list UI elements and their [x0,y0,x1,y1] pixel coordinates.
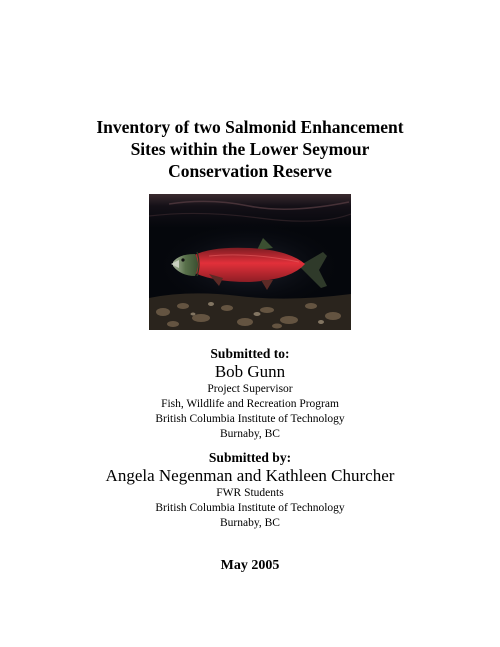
title-line-1: Inventory of two Salmonid Enhancement [96,117,404,137]
report-title [40,116,460,182]
report-date: May 2005 [220,558,280,573]
salmon-illustration [149,194,351,330]
submitted-by-label: Submitted by: [208,450,292,465]
submitted-by-section [40,450,460,531]
author-role: FWR Students [216,487,284,499]
supervisor-role: Project Supervisor [207,383,293,395]
submitted-to-section [40,346,460,442]
institution-name: British Columbia Institute of Technology [155,413,345,425]
submitted-to-label: Submitted to: [210,346,290,361]
program-name: Fish, Wildlife and Recreation Program [161,398,339,410]
author-institution: British Columbia Institute of Technology [155,502,345,514]
author-names: Angela Negenman and Kathleen Churcher [105,466,395,485]
institution-location: Burnaby, BC [220,428,280,440]
salmon-photo [149,194,351,330]
supervisor-name: Bob Gunn [214,362,286,381]
author-location: Burnaby, BC [220,517,280,529]
title-line-3: Conservation Reserve [168,161,332,181]
title-line-2: Sites within the Lower Seymour [130,139,370,159]
